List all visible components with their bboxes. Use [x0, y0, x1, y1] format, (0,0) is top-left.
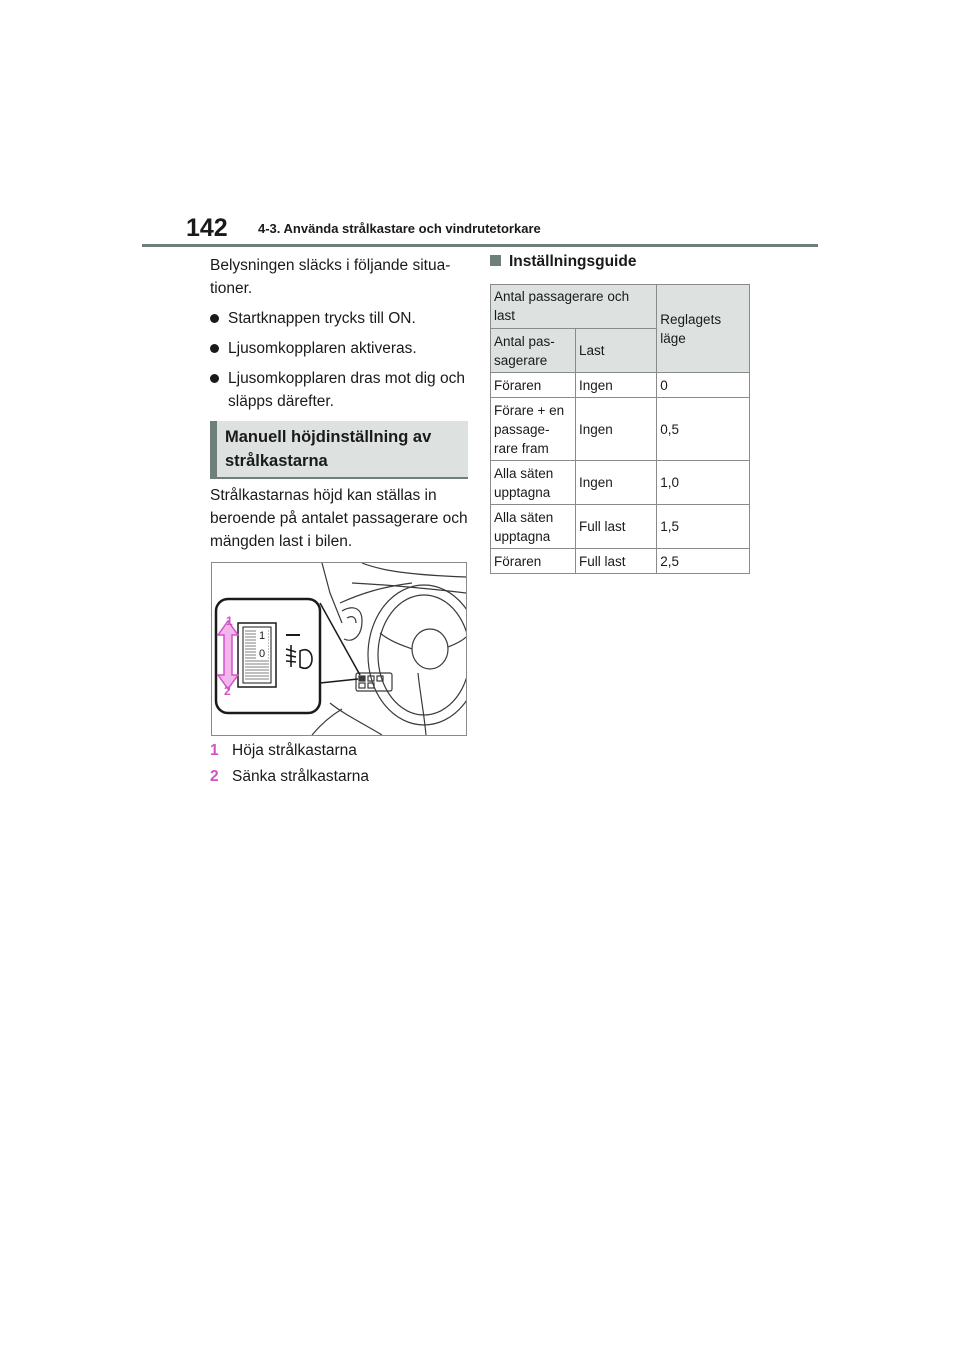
caption-number: 1 [210, 742, 219, 759]
header-group-cell: Antal passagerare och last [491, 285, 657, 329]
subheading-text: Manuell höjdinställning av strålkastarna [225, 428, 432, 470]
passengers-cell: Förare + en passage-rare fram [491, 398, 576, 461]
position-cell: 0 [657, 373, 750, 398]
header-divider [142, 244, 818, 247]
guide-heading [490, 253, 636, 271]
load-cell: Ingen [576, 461, 657, 505]
header-position-cell: Reglagets läge [657, 285, 750, 373]
bullet-item [210, 367, 470, 413]
square-bullet-icon [490, 255, 501, 266]
caption-raise [210, 738, 369, 764]
headlight-leveling-illustration [211, 562, 467, 736]
load-cell: Ingen [576, 373, 657, 398]
load-cell: Full last [576, 549, 657, 574]
bullet-item [210, 337, 470, 360]
position-cell: 2,5 [657, 549, 750, 574]
table-row [491, 505, 750, 549]
guide-heading-text: Inställningsguide [509, 253, 637, 270]
passengers-cell: Föraren [491, 549, 576, 574]
figure-captions [210, 738, 369, 790]
passengers-cell: Alla säten upptagna [491, 505, 576, 549]
intro-paragraph: Belysningen släcks i följande situa-tioner. [210, 257, 451, 297]
bullet-icon [210, 374, 219, 383]
arrow-label-down: 2 [224, 684, 231, 698]
passengers-cell: Föraren [491, 373, 576, 398]
caption-lower [210, 764, 369, 790]
subheading-underline [210, 477, 468, 479]
position-cell: 1,5 [657, 505, 750, 549]
subheading-box [210, 421, 468, 477]
settings-table [490, 284, 750, 574]
bullet-text: Ljusomkopplaren aktiveras. [228, 340, 417, 357]
body-paragraph-container [210, 484, 470, 553]
left-column [210, 250, 470, 420]
table-row [491, 373, 750, 398]
arrow-label-up: 1 [226, 614, 233, 628]
bullet-list [210, 307, 470, 413]
load-cell: Full last [576, 505, 657, 549]
table-row [491, 398, 750, 461]
caption-text: Höja strålkastarna [232, 742, 357, 759]
bullet-icon [210, 314, 219, 323]
section-title: 4-3. Använda strålkastare och vindrutetorkare [258, 221, 541, 236]
table-row [491, 549, 750, 574]
bullet-icon [210, 344, 219, 353]
position-cell: 0,5 [657, 398, 750, 461]
load-cell: Ingen [576, 398, 657, 461]
bullet-text: Startknappen trycks till ON. [228, 310, 416, 327]
caption-text: Sänka strålkastarna [232, 768, 369, 785]
body-paragraph: Strålkastarnas höjd kan ställas in beroende på antalet passagerare och mängden last i bilen. [210, 487, 468, 550]
table-row [491, 461, 750, 505]
header-passengers-cell: Antal pas-sagerare [491, 329, 576, 373]
page-number: 142 [186, 214, 228, 242]
dial-mark-top: 1 [258, 630, 266, 642]
bullet-item [210, 307, 470, 330]
passengers-cell: Alla säten upptagna [491, 461, 576, 505]
bullet-text: Ljusomkopplaren dras mot dig och släpps därefter. [228, 370, 465, 410]
position-cell: 1,0 [657, 461, 750, 505]
header-load-cell: Last [576, 329, 657, 373]
caption-number: 2 [210, 768, 219, 785]
table-header-row [491, 285, 750, 329]
dial-mark-bottom: 0 [258, 648, 266, 660]
dashboard-drawing [212, 563, 466, 735]
